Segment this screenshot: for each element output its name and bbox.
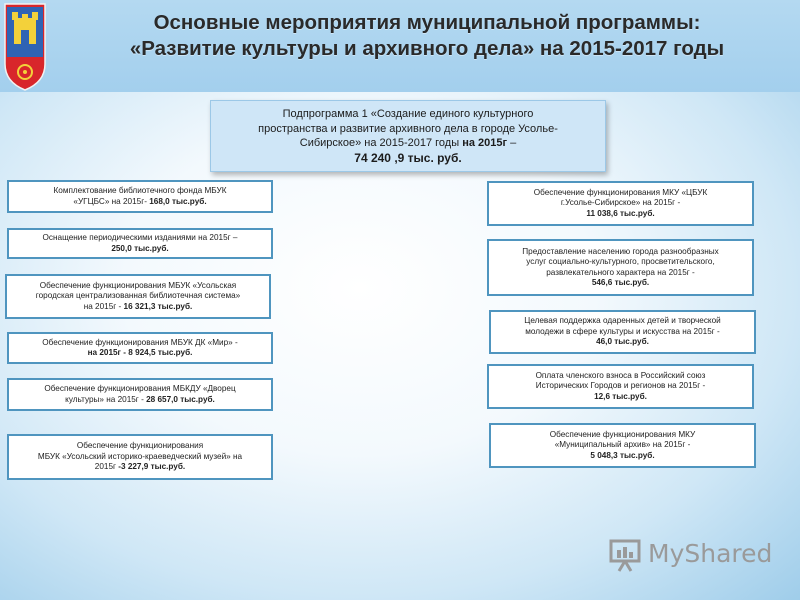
box-text: Предоставление населению города разнообразных (522, 246, 719, 256)
left-box-library-fund (7, 180, 273, 213)
subprogram-line-2: пространства и развитие архивного дела в городе Усолье- (258, 122, 558, 135)
box-text: Оснащение периодическими изданиями на 2015г – (42, 233, 238, 242)
box-amount: -3 227,9 тыс.руб. (118, 462, 186, 472)
subprogram-line-3-text: Сибирское» на 2015-2017 годы (299, 137, 463, 149)
box-text: Обеспечение функционирования МБКДУ «Дворец (44, 384, 236, 393)
box-text: Оплата членского взноса в Российский союз (535, 370, 706, 380)
box-text (12, 462, 268, 473)
subprogram-line-1: Подпрограмма 1 «Создание единого культурного (282, 108, 534, 120)
box-text: г.Усолье-Сибирское» на 2015г - (560, 198, 681, 208)
box-text (494, 337, 751, 348)
right-box-membership-fee (487, 364, 754, 409)
left-box-dk-mir (7, 332, 273, 364)
box-text: Целевая поддержка одаренных детей и творческой (524, 316, 721, 326)
box-text: Комплектование библиотечного фонда МБУК (53, 186, 227, 195)
page-title (60, 10, 794, 62)
box-text: Обеспечение функционирования МБУК «Усольская (39, 280, 237, 290)
box-text: Исторических Городов и регионов на 2015г - (535, 381, 706, 391)
box-amount: 168,0 тыс.руб. (149, 196, 207, 206)
box-text (10, 302, 266, 313)
box-amount: на 2015г - 8 924,5 тыс.руб. (87, 348, 193, 357)
box-text: Обеспечение функционирования МКУ (549, 429, 696, 439)
title-line-1: Основные мероприятия муниципальной программы: (153, 11, 701, 34)
box-text (12, 244, 268, 255)
right-box-services (487, 239, 754, 296)
box-text (12, 395, 268, 406)
right-box-cbuk (487, 181, 754, 226)
box-amount: 5 048,3 тыс.руб. (590, 450, 655, 460)
left-box-palace (7, 378, 273, 411)
subprogram-amount: 74 240 ,9 тыс. руб. (354, 150, 462, 165)
box-text (12, 197, 268, 208)
left-box-periodicals (7, 228, 273, 259)
box-text (12, 348, 268, 359)
box-text: Обеспечение функционирования МБУК ДК «Мир» - (42, 337, 238, 347)
box-amount: 12,6 тыс.руб. (594, 391, 647, 401)
box-amount: 16 321,3 тыс.руб. (123, 301, 193, 311)
presentation-icon (608, 537, 644, 573)
box-text: услуг социально-культурного, просветительского, (526, 257, 715, 266)
right-box-archive (489, 423, 756, 468)
watermark (606, 536, 773, 574)
box-text (494, 451, 751, 462)
subprogram-year: на 2015г (462, 137, 508, 149)
box-text: городская централизованная библиотечная система» (35, 291, 241, 301)
box-text: развлекательного характера на 2015г - (546, 267, 695, 277)
box-text: 2015г (94, 462, 119, 472)
box-text: культуры» на 2015г - (65, 394, 147, 404)
left-box-library-system (5, 274, 271, 319)
box-text: Обеспечение функционирования МКУ «ЦБУК (533, 187, 708, 197)
box-text (492, 278, 749, 289)
box-amount: 46,0 тыс.руб. (596, 337, 649, 347)
watermark-text: MyShared (648, 539, 773, 568)
header-band (0, 0, 800, 92)
coat-of-arms-icon (2, 2, 48, 92)
box-amount: 11 038,6 тыс.руб. (586, 208, 655, 218)
subprogram-box (210, 100, 606, 172)
box-text: «Муниципальный архив» на 2015г - (554, 440, 691, 450)
box-text (492, 392, 749, 403)
right-box-talented-youth (489, 310, 756, 354)
box-amount: 28 657,0 тыс.руб. (146, 394, 215, 404)
box-text: молодежи в сфере культуры и искусства на 2015г - (525, 326, 720, 336)
left-box-museum (7, 434, 273, 480)
box-text (492, 209, 749, 220)
box-amount: 250,0 тыс.руб. (111, 243, 169, 253)
box-text: на 2015г - (83, 301, 124, 311)
subprogram-line-3 (211, 136, 605, 151)
subprogram-dash: – (507, 137, 517, 149)
box-text: «УГЦБС» на 2015г- (73, 196, 150, 206)
box-text: МБУК «Усольский историко-краеведческий музей» на (37, 451, 243, 461)
box-amount: 546,6 тыс.руб. (591, 278, 650, 287)
box-text: Обеспечение функционирования (76, 441, 204, 451)
title-line-2: «Развитие культуры и архивного дела» на 2015-2017 годы (129, 37, 725, 60)
